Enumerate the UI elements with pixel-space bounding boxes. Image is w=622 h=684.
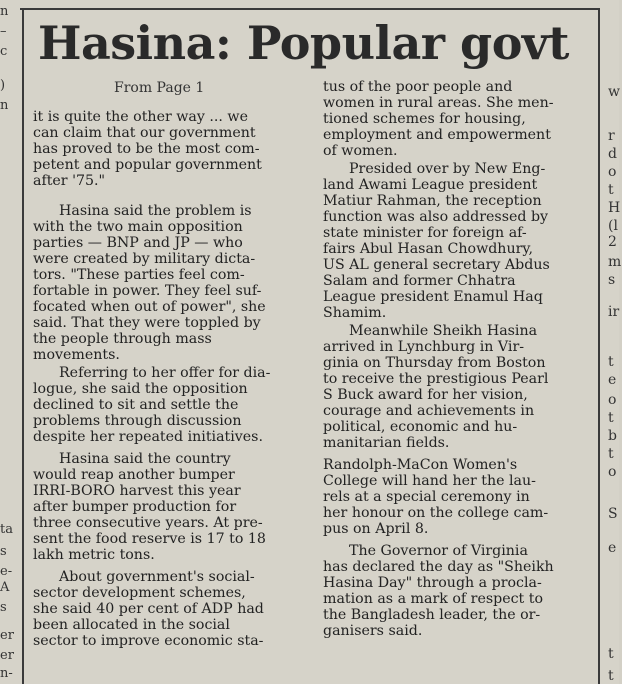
edge-fragment: ir (608, 304, 620, 320)
article-line: of women. (323, 143, 398, 159)
edge-fragment: er (0, 648, 14, 663)
article-line: College will hand her the lau- (323, 473, 536, 489)
edge-fragment: S (608, 506, 618, 522)
edge-fragment: e (608, 540, 617, 556)
article-line: Randolph-MaCon Women's (323, 457, 518, 473)
edge-fragment: n (0, 4, 9, 19)
article-column-1 (33, 0, 301, 684)
article-line: courage and achievements in (323, 403, 535, 419)
article-line: About government's social- (59, 569, 255, 585)
article-line: to receive the prestigious Pearl (323, 371, 549, 387)
edge-fragment: t (608, 646, 614, 662)
article-line: tors. "These parties feel com- (33, 267, 245, 283)
article-line: the people through mass (33, 331, 212, 347)
article-line: women in rural areas. She men- (323, 95, 554, 111)
article-line: arrived in Lynchburg in Vir- (323, 339, 525, 355)
left-edge-cutoff-text (0, 0, 14, 684)
article-line: pus on April 8. (323, 521, 429, 537)
edge-fragment: e- (0, 564, 13, 579)
article-line: fortable in power. They feel suf- (33, 283, 262, 299)
article-line: US AL general secretary Abdus (323, 257, 550, 273)
article-line: Presided over by New Eng- (349, 161, 546, 177)
article-line: declined to sit and settle the (33, 397, 239, 413)
edge-fragment: e (608, 372, 617, 388)
article-line: the Bangladesh leader, the or- (323, 607, 541, 623)
article-line: after '75." (33, 173, 106, 189)
article-line: it is quite the other way ... we (33, 109, 248, 125)
article-line: ganisers said. (323, 623, 423, 639)
article-line: mation as a mark of respect to (323, 591, 543, 607)
article-line: employment and empowerment (323, 127, 551, 143)
article-line: been allocated in the social (33, 617, 230, 633)
edge-fragment: er (0, 628, 14, 643)
edge-fragment: ta (0, 522, 13, 537)
edge-fragment: t (608, 668, 614, 684)
jump-line: From Page 1 (114, 80, 205, 96)
edge-fragment: d (608, 146, 617, 162)
article-line: were created by military dicta- (33, 251, 256, 267)
article-line: lakh metric tons. (33, 547, 155, 563)
article-line: political, economic and hu- (323, 419, 518, 435)
article-line: Hasina Day" through a procla- (323, 575, 542, 591)
article-line: parties — BNP and JP — who (33, 235, 243, 251)
edge-fragment: c (0, 44, 8, 59)
article-line: she said 40 per cent of ADP had (33, 601, 264, 617)
article-line: sent the food reserve is 17 to 18 (33, 531, 266, 547)
article-line: The Governor of Virginia (349, 543, 528, 559)
article-line: League president Enamul Haq (323, 289, 543, 305)
article-line: Matiur Rahman, the reception (323, 193, 542, 209)
edge-fragment: o (608, 392, 617, 408)
edge-fragment: o (608, 164, 617, 180)
article-line: said. That they were toppled by (33, 315, 261, 331)
edge-fragment: t (608, 446, 614, 462)
edge-fragment: b (608, 428, 617, 444)
edge-fragment: – (0, 24, 7, 39)
edge-fragment: t (608, 410, 614, 426)
edge-fragment: A (0, 580, 10, 595)
article-line: movements. (33, 347, 120, 363)
article-line: Salam and former Chhatra (323, 273, 516, 289)
article-line: with the two main opposition (33, 219, 243, 235)
article-line: Shamim. (323, 305, 387, 321)
edge-fragment: m (608, 254, 622, 270)
edge-fragment: 2 (608, 234, 617, 250)
edge-fragment: s (0, 600, 7, 615)
article-line: tus of the poor people and (323, 79, 513, 95)
article-line: Referring to her offer for dia- (59, 365, 271, 381)
article-line: sector development schemes, (33, 585, 246, 601)
article-line: ginia on Thursday from Boston (323, 355, 546, 371)
article-line: function was also addressed by (323, 209, 549, 225)
article-line: S Buck award for her vision, (323, 387, 528, 403)
article-line: tioned schemes for housing, (323, 111, 526, 127)
edge-fragment: (l (608, 218, 618, 234)
article-line: despite her repeated initiatives. (33, 429, 263, 445)
left-column-rule (22, 8, 24, 684)
edge-fragment: H (608, 200, 621, 216)
edge-fragment: t (608, 182, 614, 198)
article-line: manitarian fields. (323, 435, 450, 451)
edge-fragment: s (608, 272, 616, 288)
edge-fragment: n- (0, 666, 13, 681)
article-line: land Awami League president (323, 177, 538, 193)
article-line: problems through discussion (33, 413, 242, 429)
edge-fragment: r (608, 128, 615, 144)
article-line: after bumper production for (33, 499, 237, 515)
article-line: state minister for foreign af- (323, 225, 527, 241)
edge-fragment: ) (0, 78, 6, 93)
edge-fragment: s (0, 544, 7, 559)
article-line: sector to improve economic sta- (33, 633, 264, 649)
right-edge-cutoff-text (608, 0, 622, 684)
headline: Hasina: Popular govt (38, 16, 569, 70)
article-line: Hasina said the problem is (59, 203, 252, 219)
article-line: has declared the day as "Sheikh (323, 559, 554, 575)
edge-fragment: o (608, 464, 617, 480)
article-line: three consecutive years. At pre- (33, 515, 263, 531)
article-line: Hasina said the country (59, 451, 231, 467)
edge-fragment: n (0, 98, 9, 113)
article-line: petent and popular government (33, 157, 262, 173)
article-line: rels at a special ceremony in (323, 489, 530, 505)
article-line: has proved to be the most com- (33, 141, 260, 157)
article-line: fairs Abul Hasan Chowdhury, (323, 241, 534, 257)
article-line: can claim that our government (33, 125, 256, 141)
article-line: would reap another bumper (33, 467, 235, 483)
article-line: Meanwhile Sheikh Hasina (349, 323, 538, 339)
article-line: IRRI-BORO harvest this year (33, 483, 241, 499)
article-column-2 (323, 0, 593, 684)
edge-fragment: t (608, 354, 614, 370)
edge-fragment: w (608, 84, 620, 100)
article-line: her honour on the college cam- (323, 505, 549, 521)
right-column-rule (598, 8, 600, 684)
article-line: logue, she said the opposition (33, 381, 248, 397)
article-line: focated when out of power", she (33, 299, 266, 315)
